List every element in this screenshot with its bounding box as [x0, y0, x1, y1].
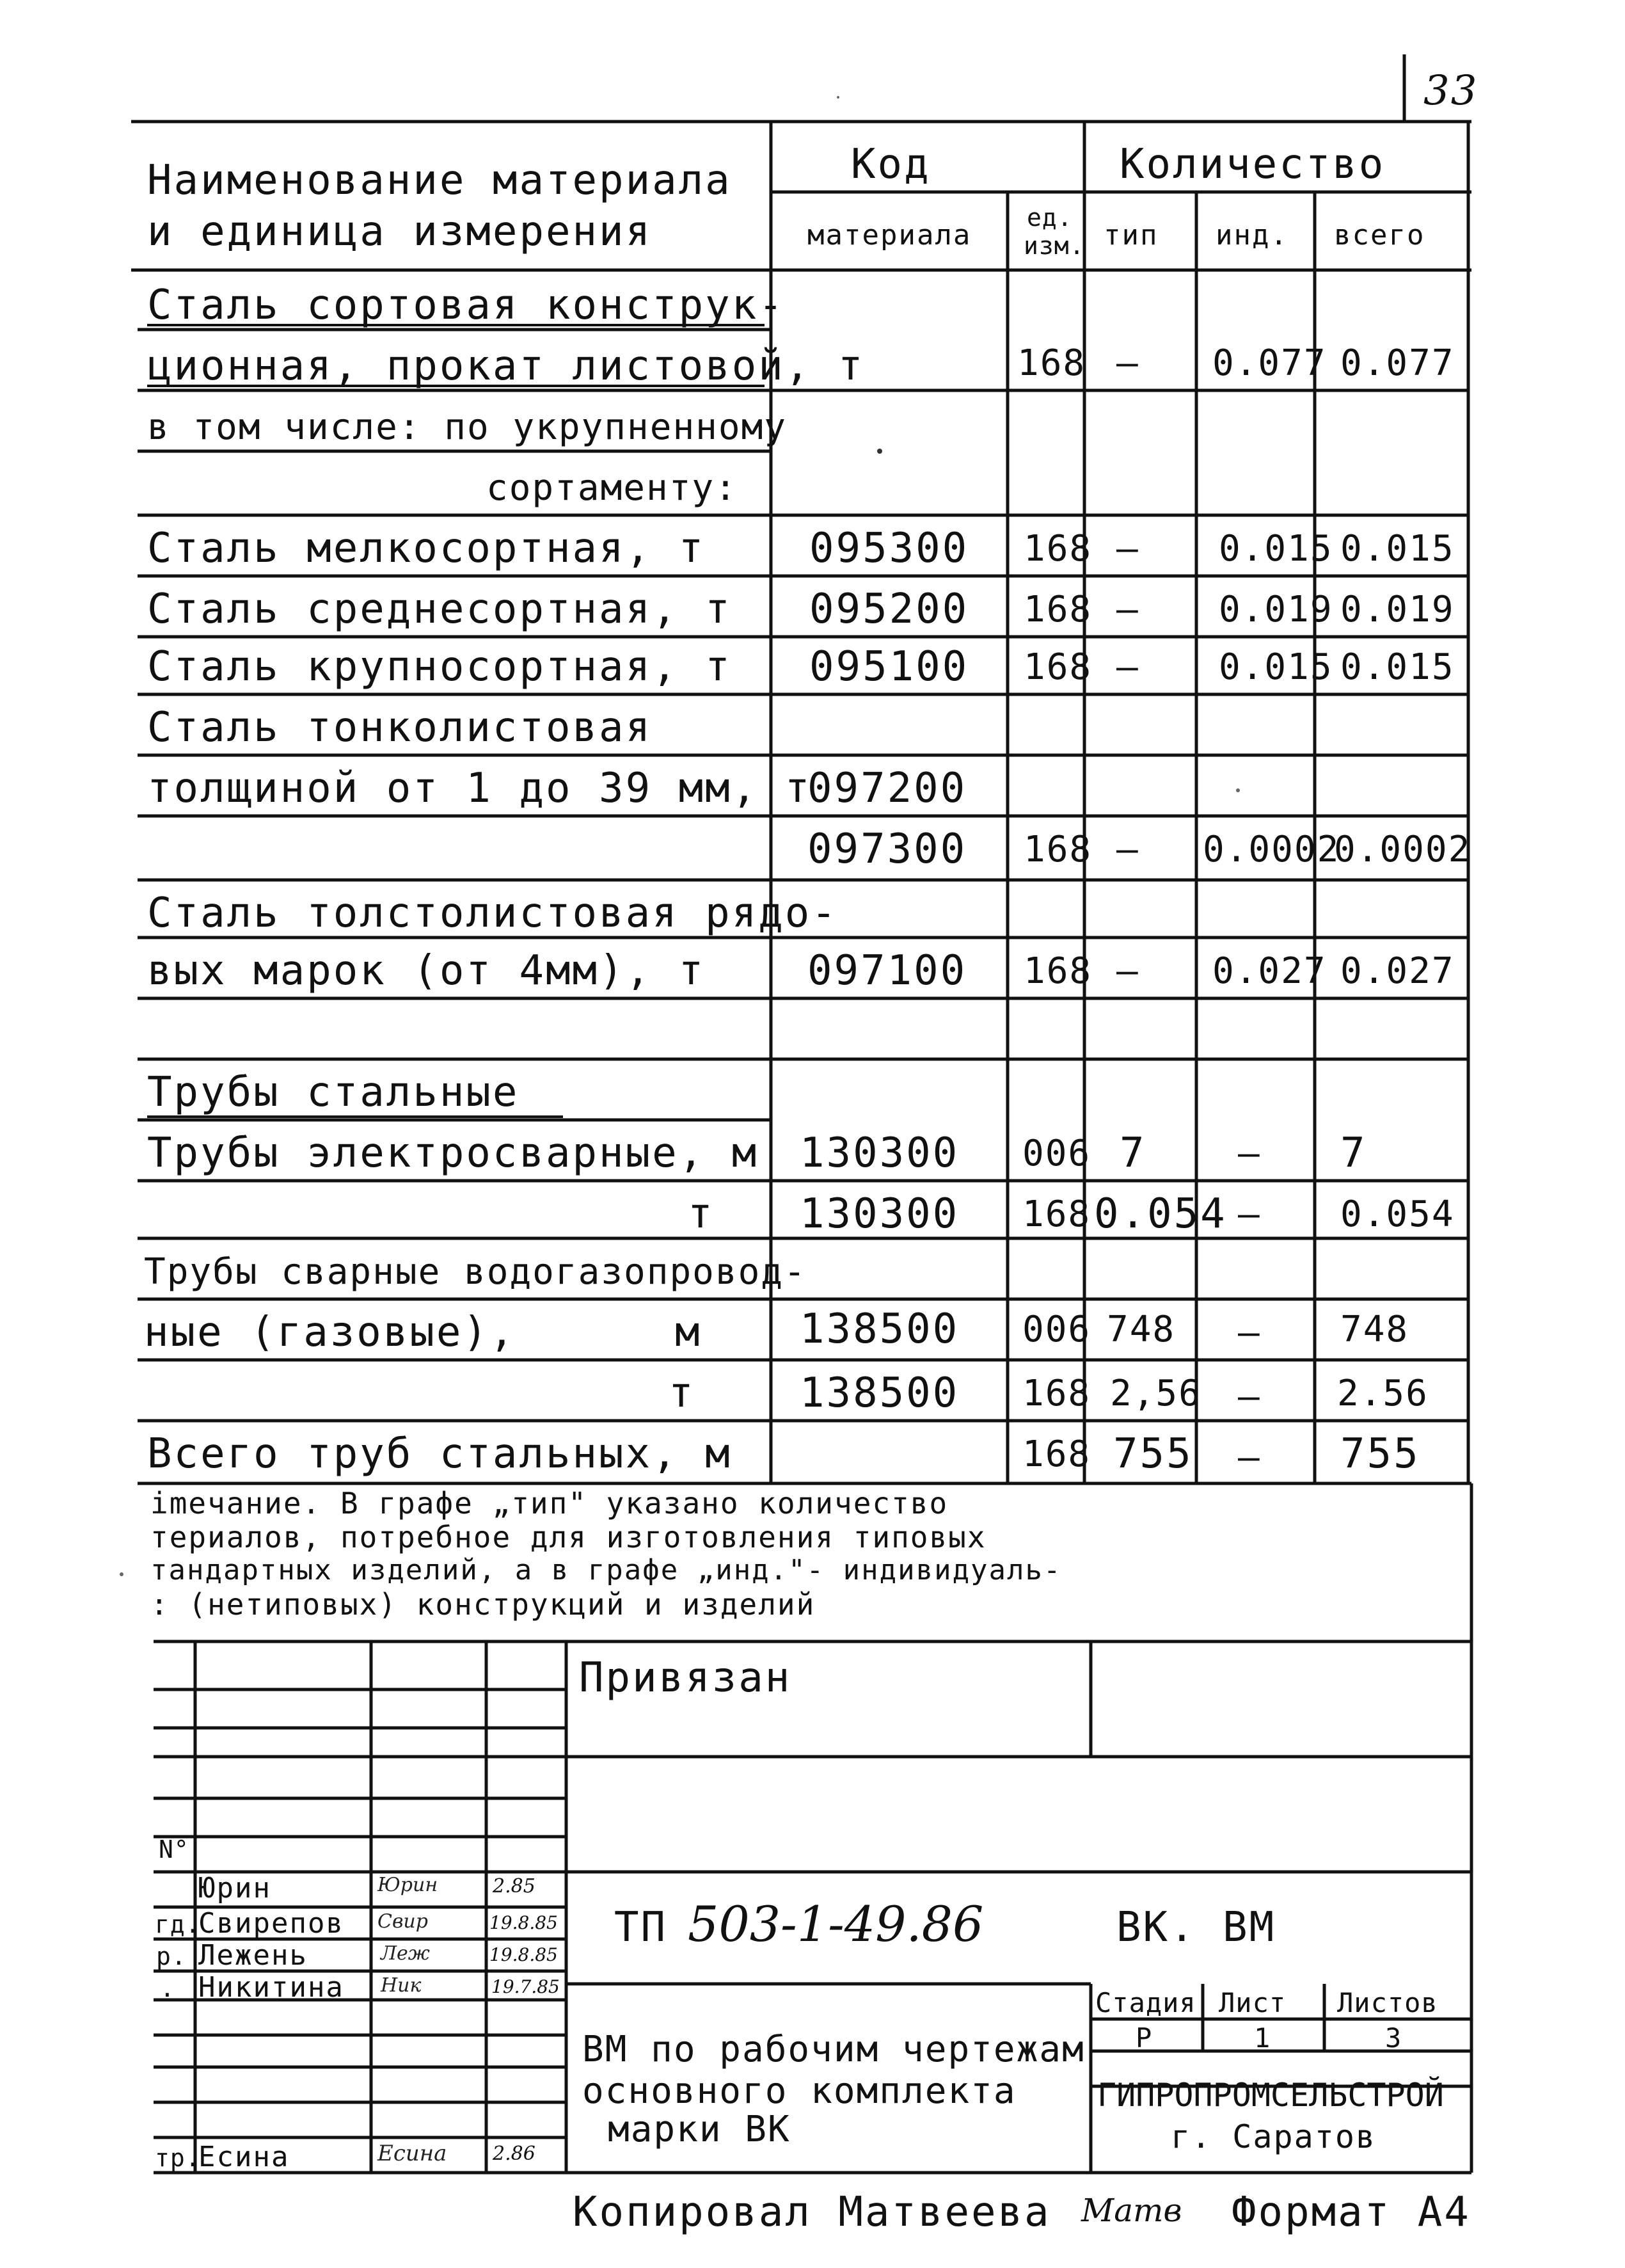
- row3-unit: 168: [1024, 528, 1093, 570]
- stamp-name3: Лежень: [198, 1939, 308, 1972]
- row11-type: 748: [1107, 1309, 1176, 1350]
- header-type: тип: [1104, 219, 1159, 252]
- sheets-value: 3: [1385, 2022, 1402, 2054]
- row6-code1: 097200: [807, 765, 967, 812]
- row7-name-line1: Сталь толстолистовая рядо-: [147, 890, 838, 937]
- stamp-attached: Привязан: [579, 1654, 792, 1702]
- row4-name: Сталь среднесортная, т: [147, 586, 732, 633]
- row7-type: —: [1116, 950, 1139, 992]
- row5-ind: 0.015: [1219, 646, 1333, 688]
- row1-type: —: [1116, 342, 1139, 384]
- row10-type: 0.054: [1094, 1190, 1227, 1238]
- sheets-label: Листов: [1337, 1987, 1438, 2018]
- row9-ind: —: [1238, 1133, 1261, 1174]
- stamp-date5: 2.86: [493, 2143, 535, 2165]
- row3-code: 095300: [809, 525, 969, 572]
- row6-name-line1: Сталь тонколистовая: [147, 704, 653, 751]
- stamp-role-dot: .: [160, 1974, 175, 2002]
- header-quantity: Количество: [1120, 141, 1386, 188]
- stage-label: Стадия: [1095, 1987, 1196, 2018]
- stamp-role-gd: гд.: [155, 1910, 201, 1938]
- title-line1: ВМ по рабочим чертежам: [582, 2029, 1085, 2070]
- row9-name: Трубы электросварные, м: [147, 1130, 759, 1177]
- row11-unit: 006: [1022, 1309, 1091, 1350]
- footer-copied: Копировал Матвеева: [573, 2189, 1051, 2236]
- row4-ind: 0.019: [1219, 589, 1333, 630]
- stamp-date4: 19.7.85: [491, 1976, 560, 1997]
- row12-ind: —: [1238, 1376, 1261, 1418]
- row13-type: 755: [1113, 1430, 1193, 1478]
- signature-1: Юрин: [377, 1874, 438, 1896]
- row9-code: 130300: [800, 1130, 960, 1177]
- row11-total: 748: [1340, 1309, 1409, 1350]
- row3-total: 0.015: [1340, 528, 1455, 570]
- note-line2: териалов, потребное для изготовления типовых: [150, 1520, 987, 1554]
- signature-4: Ник: [381, 1974, 422, 1997]
- row4-type: —: [1116, 589, 1139, 630]
- header-ind: инд.: [1216, 219, 1288, 252]
- row10-ind: —: [1238, 1194, 1261, 1235]
- row12-unit: 168: [1022, 1373, 1091, 1414]
- page-number: 33: [1423, 67, 1478, 115]
- row8-name: Трубы стальные: [147, 1069, 519, 1116]
- row2-name-line1: в том числе: по укрупненному: [147, 406, 788, 448]
- row12-code: 138500: [800, 1370, 960, 1417]
- stamp-name1: Юрин: [198, 1872, 271, 1905]
- row6-ind: 0.0002: [1203, 829, 1340, 870]
- footer-copier-signature: Матв: [1081, 2192, 1182, 2229]
- row5-code: 095100: [809, 643, 969, 691]
- title-line3: марки ВК: [608, 2109, 791, 2150]
- row5-type: —: [1116, 646, 1139, 688]
- row9-type: 7: [1120, 1130, 1146, 1177]
- header-unit-line2: изм.: [1024, 232, 1085, 260]
- row13-total: 755: [1340, 1430, 1420, 1478]
- row1-unit: 168: [1017, 342, 1086, 384]
- row7-total: 0.027: [1340, 950, 1455, 992]
- row5-name: Сталь крупносортная, т: [147, 643, 732, 691]
- row5-total: 0.015: [1340, 646, 1455, 688]
- stamp-role-tr: тр.: [155, 2144, 201, 2172]
- row11-ind: —: [1238, 1312, 1261, 1354]
- stamp-name2: Свирепов: [198, 1907, 344, 1940]
- row4-unit: 168: [1024, 589, 1093, 630]
- row13-unit: 168: [1022, 1433, 1091, 1475]
- note-line4: : (нетиповых) конструкций и изделий: [150, 1587, 816, 1622]
- row6-type: —: [1116, 829, 1139, 870]
- row4-total: 0.019: [1340, 589, 1455, 630]
- header-name-line2: и единица измерения: [147, 208, 653, 255]
- row10-name: т: [688, 1190, 715, 1238]
- row12-total: 2.56: [1337, 1373, 1429, 1414]
- row10-unit: 168: [1022, 1194, 1091, 1235]
- header-material: материала: [807, 219, 972, 252]
- row7-unit: 168: [1024, 950, 1093, 992]
- header-total: всего: [1334, 219, 1425, 252]
- row1-ind: 0.077: [1212, 342, 1327, 384]
- row7-name-line2: вых марок (от 4мм), т: [147, 947, 706, 994]
- row10-total: 0.054: [1340, 1194, 1455, 1235]
- stamp-role-r: р.: [156, 1942, 187, 1970]
- row6-unit: 168: [1024, 829, 1093, 870]
- project-prefix: ТП: [614, 1904, 668, 1951]
- row9-unit: 006: [1022, 1133, 1091, 1174]
- org-name: ГИПРОПРОМСЕЛЬСТРОЙ: [1097, 2077, 1444, 2114]
- row13-name: Всего труб стальных, м: [147, 1430, 732, 1478]
- row6-total: 0.0002: [1334, 829, 1471, 870]
- stamp-name5: Есина: [198, 2141, 290, 2173]
- header-name-line1: Наименование материала: [147, 157, 732, 204]
- stamp-date1: 2.85: [493, 1875, 535, 1897]
- row7-ind: 0.027: [1212, 950, 1327, 992]
- footer-format: Формат А4: [1232, 2189, 1471, 2236]
- row11-unit-m: м: [675, 1309, 702, 1356]
- row11-code: 138500: [800, 1306, 960, 1353]
- row4-code: 095200: [809, 586, 969, 633]
- row11-name-line2: ные (газовые),: [144, 1309, 516, 1356]
- note-line1: imечание. В графе „тип" указано количество: [150, 1486, 949, 1521]
- signature-5: Есина: [377, 2141, 447, 2166]
- row11-name-line1: Трубы сварные водогазопровод-: [144, 1251, 807, 1293]
- stamp-name4: Никитина: [198, 1971, 344, 2004]
- header-unit-line1: ед.: [1027, 204, 1073, 232]
- row3-name: Сталь мелкосортная, т: [147, 525, 706, 572]
- project-mark: ВК. ВМ: [1116, 1904, 1276, 1951]
- row12-name: т: [669, 1370, 695, 1417]
- row9-total: 7: [1340, 1130, 1367, 1177]
- stamp-date3: 19.8.85: [489, 1944, 558, 1965]
- row6-code2: 097300: [807, 826, 967, 873]
- row13-ind: —: [1238, 1437, 1261, 1478]
- row1-name-line1: Сталь сортовая конструк-: [147, 282, 785, 329]
- header-code: Код: [851, 141, 931, 188]
- title-line2: основного комплекта: [582, 2070, 1017, 2112]
- signature-2: Свир: [377, 1910, 428, 1933]
- row6-name-line2: толщиной от 1 до 39 мм, т: [147, 765, 812, 812]
- row3-type: —: [1116, 528, 1139, 570]
- stamp-date2: 19.8.85: [489, 1912, 558, 1933]
- row10-code: 130300: [800, 1190, 960, 1238]
- sheet-value: 1: [1254, 2022, 1271, 2054]
- row3-ind: 0.015: [1219, 528, 1333, 570]
- row7-code: 097100: [807, 947, 967, 994]
- row1-total: 0.077: [1340, 342, 1455, 384]
- note-line3: тандартных изделий, а в графе „инд."- индивидуаль-: [150, 1554, 1062, 1586]
- sheet-label: Лист: [1219, 1987, 1287, 2018]
- signature-3: Леж: [381, 1942, 430, 1965]
- project-code: 503-1-49.86: [688, 1896, 984, 1953]
- stamp-no: N°: [159, 1835, 189, 1864]
- row2-name-line2: сортаменту:: [486, 467, 738, 509]
- row1-name-line2: ционная, прокат листовой, т: [147, 342, 865, 390]
- row12-type: 2,56: [1110, 1373, 1201, 1414]
- org-city: г. Саратов: [1171, 2118, 1377, 2155]
- stage-value: Р: [1136, 2022, 1153, 2054]
- row5-unit: 168: [1024, 646, 1093, 688]
